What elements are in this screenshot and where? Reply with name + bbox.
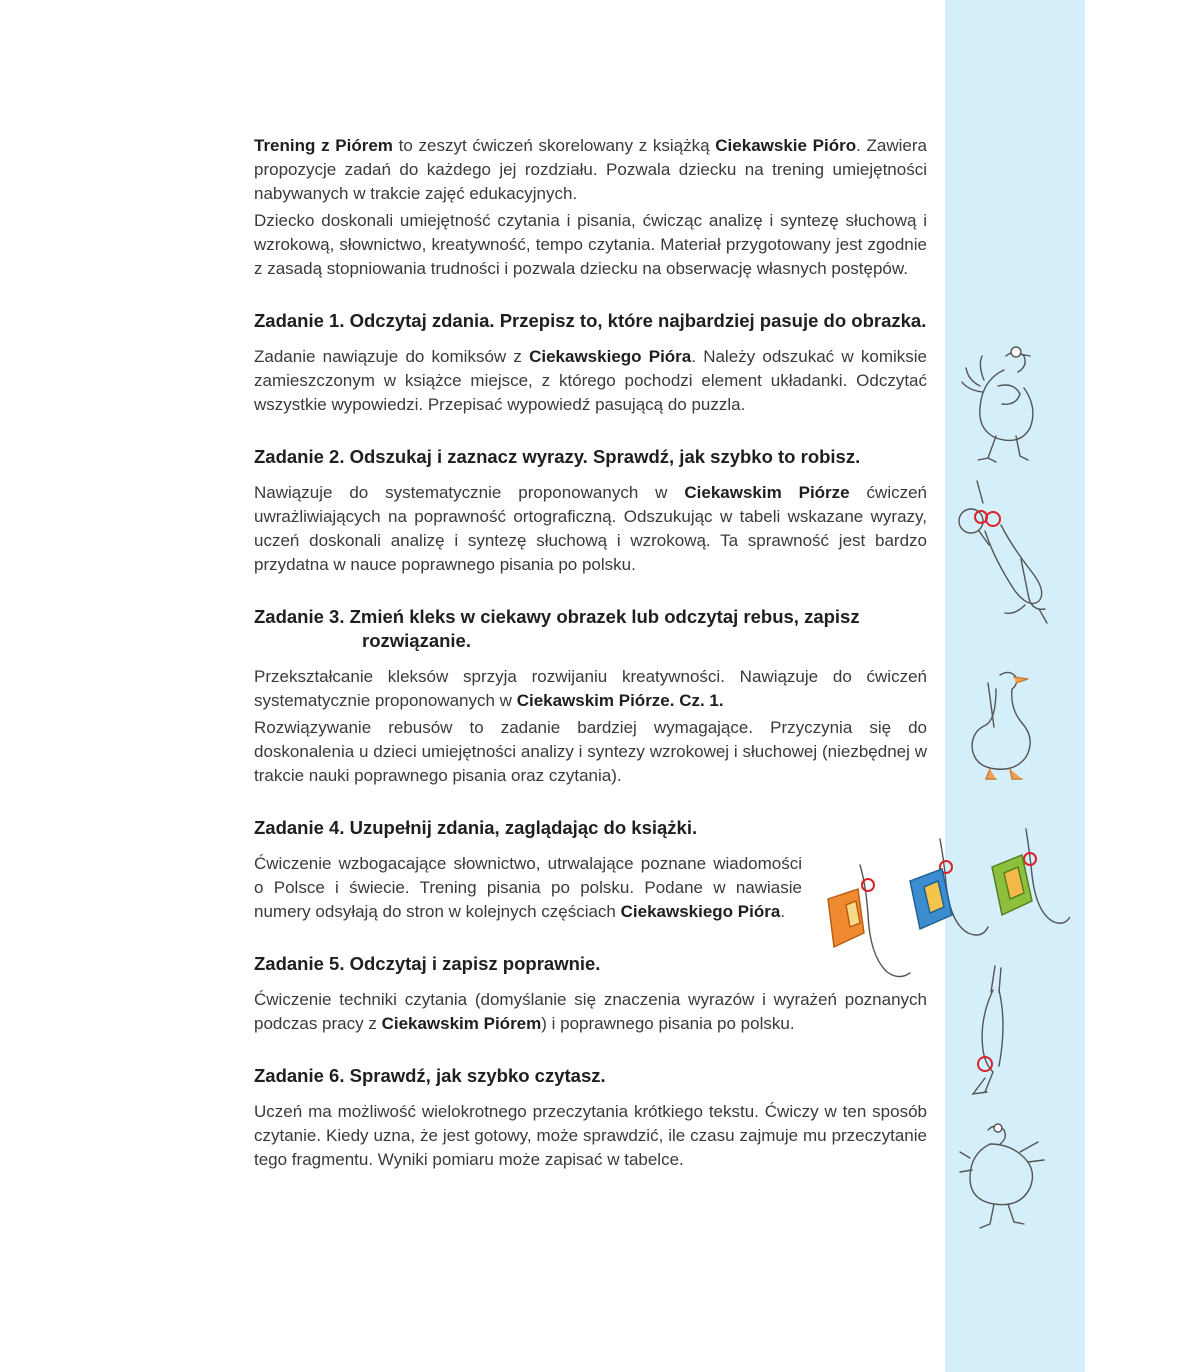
goose-writing-icon [960,665,1050,785]
intro-section [254,134,927,281]
task-1 [254,309,927,417]
text-run: Dziecko doskonali umiejętność czytania i pisania, ćwicząc analizę i syntezę słuchową i wzrokową, słownictwo, kreatywność, tempo czytania. Materiał przygotowany jest zgodnie z zasadą stopniowania trudności i pozwala dziecku na obserwację własnych postępów. [254,211,927,278]
text-run: ćwiczeń uwrażliwiających na poprawność ortograficzną. Odszukując w tabeli wskazane wyrazy, uczeń doskonali analizę i syntezę słuchową i wzrokową. Ta sprawność jest bardzo przydatna w nauce poprawnego pisania po polsku. [254,483,928,574]
task-6 [254,1064,927,1172]
intro-paragraph [254,134,927,206]
task-2 [254,445,927,577]
task-title: Zadanie 6. Sprawdź, jak szybko czytasz. [254,1065,606,1086]
intro-paragraph [254,209,927,281]
text-run: Ćwiczenie techniki czytania (domyślanie się znaczenia wyrazów i wyrażeń poznanych podczas pracy z [254,990,927,1033]
task-description [254,345,927,417]
page-content [254,134,927,1175]
task-title: Zadanie 2. Odszukaj i zaznacz wyrazy. Sprawdź, jak szybko to robisz. [254,446,861,467]
text-run: Przekształcanie kleksów sprzyja rozwijaniu kreatywności. Nawiązuje do ćwiczeń systematycznie proponowanych w [254,667,927,710]
bird-thinking-icon [958,340,1054,470]
task-description [254,716,927,788]
task-3 [254,605,927,788]
bold-title-ref: Ciekawskim Piórem [381,1014,542,1033]
text-run: . Zawiera propozycje zadań do każdego jej rozdziału. Pozwala dziecku na trening umiejętności nabywanych w trakcie zajęć edukacyjnych. [254,136,927,203]
text-run: Ćwiczenie wzbogacające słownictwo, utrwalające poznane wiadomości o Polsce i świecie. Trening pisania po polsku. Podane w nawiasie numery odsyłają do stron w kolejnych częściach [254,854,802,921]
task-title: Zadanie 3. Zmień kleks w ciekawy obrazek lub odczytaj rebus, zapisz rozwiązanie. [254,606,860,651]
bold-title-ref: Trening z Piórem [254,136,393,155]
bold-title-ref: Ciekawskiego Pióra [529,347,692,366]
pen-with-magnifier-icon [955,475,1065,635]
pen-doing-handstand-icon [955,960,1035,1100]
task-title: Zadanie 5. Odczytaj i zapisz poprawnie. [254,953,601,974]
bold-title-ref: Ciekawskim Piórze [684,483,850,502]
text-run: Uczeń ma możliwość wielokrotnego przeczytania krótkiego tekstu. Ćwiczy w ten sposób czytanie. Kiedy uzna, że jest gotowy, może sprawdzić, ile czasu zajmuje mu przeczytanie tego fragmentu. Wyniki pomiaru może zapisać w tabelce. [254,1102,927,1169]
task-description [254,1100,927,1172]
task-title: Zadanie 1. Odczytaj zdania. Przepisz to, które najbardziej pasuje do obrazka. [254,310,927,331]
text-run: Nawiązuje do systematycznie proponowanych w [254,483,685,502]
task-title: Zadanie 4. Uzupełnij zdania, zaglądając do książki. [254,817,698,838]
bird-running-icon [958,1118,1048,1238]
task-description [254,481,927,577]
text-run: . [780,902,786,921]
text-run: . Należy odszukać w komiksie zamieszczonym w książce miejsce, z którego pochodzi element układanki. Odczytać wszystkie wypowiedzi. Przepisać wypowiedź pasującą do puzzla. [254,347,927,414]
bold-title-ref: Ciekawskie Pióro [715,136,857,155]
task-description [254,988,927,1036]
task-description [254,852,802,924]
task-description [254,665,927,713]
bold-title-ref: Ciekawskim Piórze. Cz. 1. [516,691,724,710]
text-run: Zadanie nawiązuje do komiksów z [254,347,530,366]
text-run: to zeszyt ćwiczeń skorelowany z książką [392,136,716,155]
text-run: Rozwiązywanie rebusów to zadanie bardziej wymagające. Przyczynia się do doskonalenia u dzieci umiejętności analizy i syntezy wzrokowej i słuchowej (niezbędnej w trakcie nauki poprawnego pisania oraz czytania). [254,718,927,785]
bold-title-ref: Ciekawskiego Pióra [620,902,781,921]
text-run: ) i poprawnego pisania po polsku. [541,1014,795,1033]
